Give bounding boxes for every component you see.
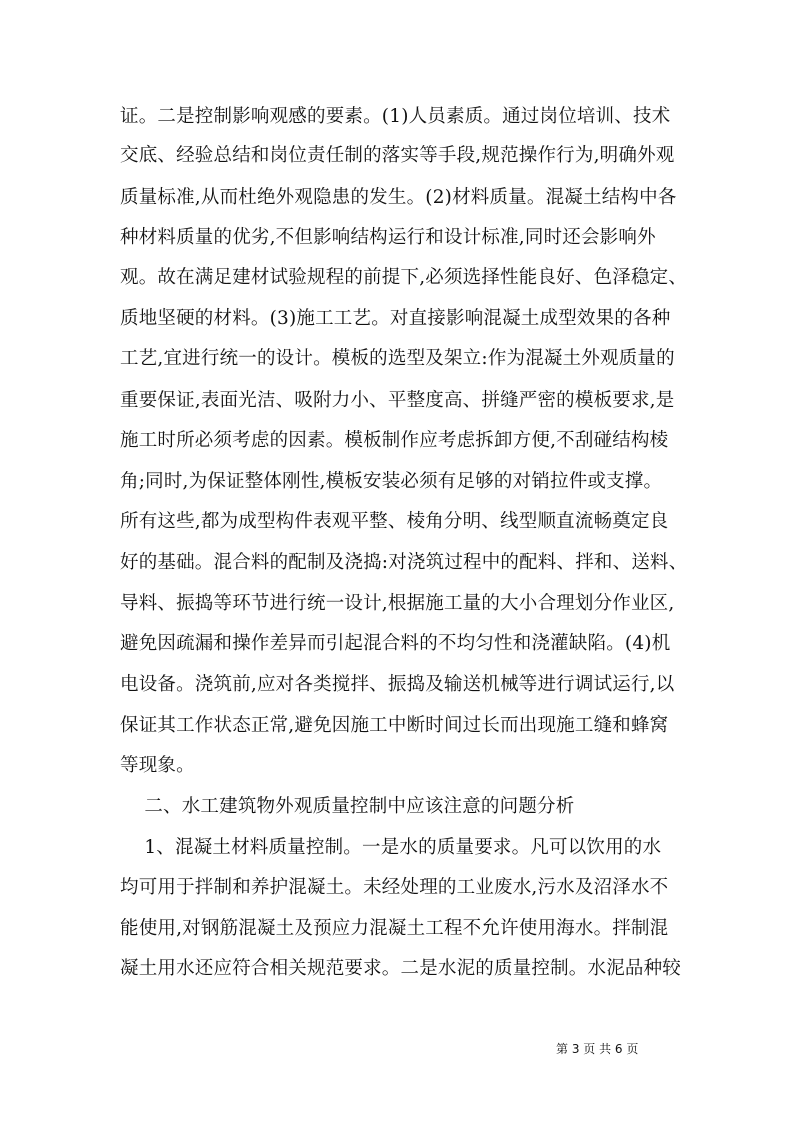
text-line: 质量标准,从而杜绝外观隐患的发生。(2)材料质量。混凝土结构中各	[120, 187, 677, 208]
text-line: 均可用于拌制和养护混凝土。未经处理的工业废水,污水及沼泽水不	[120, 877, 669, 898]
text-line: 观。故在满足建材试验规程的前提下,必须选择性能良好、色泽稳定、	[120, 267, 688, 288]
section-heading: 二、水工建筑物外观质量控制中应该注意的问题分析	[120, 796, 575, 817]
text-line: 质地坚硬的材料。(3)施工工艺。对直接影响混凝土成型效果的各种	[120, 308, 671, 329]
text-line: 能使用,对钢筋混凝土及预应力混凝土工程不允许使用海水。拌制混	[120, 918, 669, 939]
page-number: 第 3 页 共 6 页	[556, 1042, 639, 1056]
text-line: 等现象。	[120, 755, 195, 776]
text-line: 保证其工作状态正常,避免因施工中断时间过长而出现施工缝和蜂窝	[120, 715, 669, 736]
text-line: 导料、振捣等环节进行统一设计,根据施工量的大小合理划分作业区,	[120, 593, 675, 614]
text-line: 种材料质量的优劣,不但影响结构运行和设计标准,同时还会影响外	[120, 227, 656, 248]
text-line: 凝土用水还应符合相关规范要求。二是水泥的质量控制。水泥品种较	[120, 958, 682, 979]
text-line: 所有这些,都为成型构件表观平整、棱角分明、线型顺直流畅奠定良	[120, 511, 669, 532]
text-line: 避免因疏漏和操作差异而引起混合料的不均匀性和浇灌缺陷。(4)机	[120, 633, 671, 654]
text-line: 交底、经验总结和岗位责任制的落实等手段,规范操作行为,明确外观	[120, 145, 675, 166]
text-line: 重要保证,表面光洁、吸附力小、平整度高、拼缝严密的模板要求,是	[120, 390, 675, 411]
text-line: 1、混凝土材料质量控制。一是水的质量要求。凡可以饮用的水	[120, 837, 662, 858]
text-line: 施工时所必须考虑的因素。模板制作应考虑拆卸方便,不刮碰结构棱	[120, 430, 669, 451]
text-line: 角;同时,为保证整体刚性,模板安装必须有足够的对销拉件或支撑。	[120, 471, 663, 492]
text-line: 好的基础。混合料的配制及浇捣:对浇筑过程中的配料、拌和、送料、	[120, 552, 688, 573]
text-line: 工艺,宜进行统一的设计。模板的选型及架立:作为混凝土外观质量的	[120, 348, 675, 369]
text-line: 电设备。浇筑前,应对各类搅拌、振捣及输送机械等进行调试运行,以	[120, 674, 675, 695]
text-line: 证。二是控制影响观感的要素。(1)人员素质。通过岗位培训、技术	[120, 106, 671, 127]
